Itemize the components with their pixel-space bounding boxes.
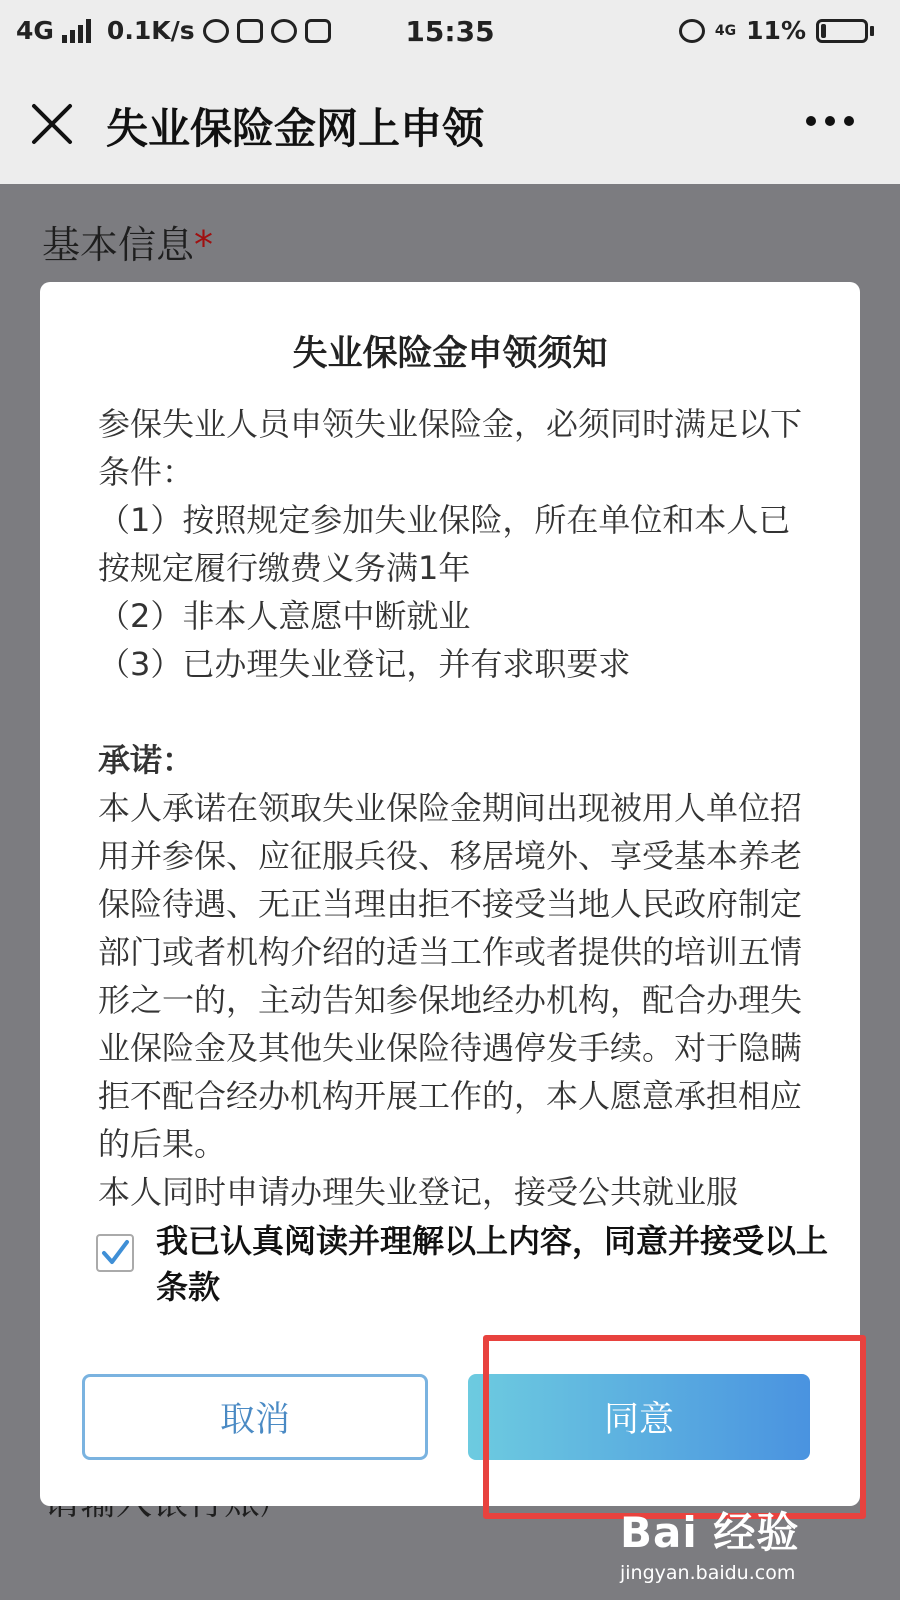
notice-dialog [40,282,860,1506]
right-network-type: 4G [714,22,737,39]
checkmark-icon [98,1236,132,1270]
intro-text: 参保失业人员申领失业保险金，必须同时满足以下条件： [98,405,803,491]
section-label-text: 基本信息 [42,223,195,267]
baidu-watermark [620,1500,860,1584]
condition-item: （2）非本人意愿中断就业 [98,597,471,635]
network-type: 4G [16,16,54,45]
extra-text: 本人同时申请办理失业登记，接受公共就业服 [98,1173,739,1211]
agree-label: 我已认真阅读并理解以上内容，同意并接受以上条款 [156,1222,829,1306]
promise-heading: 承诺： [98,741,195,779]
battery-percent: 11% [746,16,806,45]
required-mark: * [194,223,214,267]
battery-icon [816,19,874,43]
promise-text: 本人承诺在领取失业保险金期间出现被用人单位招用并参保、应征服兵役、移居境外、享受基本养老保险待遇、无正当理由拒不接受当地人民政府制定部门或者机构介绍的适当工作或者提供的培训五情形之一的，主动告知参保地经办机构，配合办理失业保险金及其他失业保险待遇停发手续。对于隐瞒拒不配合经办机构开展工作的，本人愿意承担相应的后果。 [98,789,803,1163]
agree-button[interactable]: 同意 [468,1374,810,1460]
section-label [42,214,213,269]
page-title: 失业保险金网上申领 [106,104,485,153]
condition-item: （1）按照规定参加失业保险，所在单位和本人已按规定履行缴费义务满1年 [98,501,791,587]
dialog-body[interactable] [98,400,803,1211]
title-bar [0,62,900,184]
agree-checkbox[interactable] [96,1234,134,1272]
status-right [679,16,874,45]
more-options-icon[interactable] [806,116,854,126]
status-bar [0,0,900,62]
dialog-title: 失业保险金申领须知 [292,334,608,374]
network-speed: 0.1K/s [106,16,195,45]
watermark-logo: Bai 经验 [620,1508,800,1557]
close-icon[interactable] [30,102,74,146]
alarm-icon [679,19,705,43]
cancel-button[interactable]: 取消 [82,1374,428,1460]
clock: 15:35 [405,15,495,48]
condition-item: （3）已办理失业登记，并有求职要求 [98,645,631,683]
watermark-url: jingyan.baidu.com [620,1562,796,1584]
